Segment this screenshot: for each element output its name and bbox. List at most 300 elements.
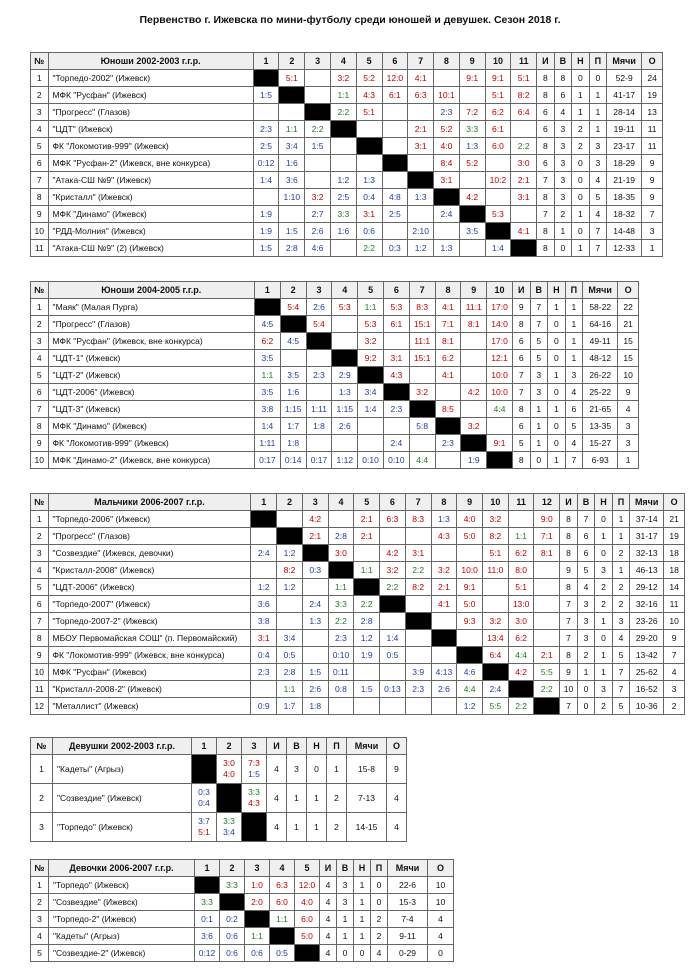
- column-header: Н: [548, 282, 566, 299]
- games-played: 8: [560, 528, 578, 545]
- match-score: 1:9: [253, 223, 279, 240]
- points: 18: [664, 562, 685, 579]
- match-score: 0:8: [328, 681, 354, 698]
- match-score: 3:1: [356, 206, 382, 223]
- points: 19: [664, 528, 685, 545]
- match-score: 3:4: [223, 827, 235, 837]
- match-score: 3:3: [328, 596, 354, 613]
- match-score: 2:3: [405, 681, 431, 698]
- match-score: 1:4: [380, 630, 406, 647]
- team-name: "ЦДТ" (Ижевск): [48, 121, 253, 138]
- wins: 3: [554, 155, 572, 172]
- row-number: 9: [31, 435, 49, 452]
- column-header: №: [31, 738, 53, 755]
- goals: 49-11: [583, 333, 618, 350]
- losses: 1: [612, 528, 630, 545]
- match-score: [306, 350, 332, 367]
- draws: 1: [572, 206, 590, 223]
- blocked-cell: [220, 894, 245, 911]
- match-score: [251, 528, 277, 545]
- match-score: [405, 698, 431, 715]
- goals: 31-17: [630, 528, 664, 545]
- losses: 5: [612, 647, 630, 664]
- blocked-cell: [485, 223, 511, 240]
- match-score: 2:8: [354, 613, 380, 630]
- match-score: 4:1: [435, 367, 461, 384]
- match-score: [358, 418, 384, 435]
- match-score: 3:0: [328, 545, 354, 562]
- blocked-cell: [356, 138, 382, 155]
- draws: 1: [354, 877, 371, 894]
- points: 4: [428, 928, 454, 945]
- games-played: 6: [537, 104, 555, 121]
- match-score: 4:4: [409, 452, 435, 469]
- row-number: 3: [31, 333, 49, 350]
- match-score: [382, 223, 408, 240]
- table-row: [31, 562, 685, 579]
- points: 18: [664, 545, 685, 562]
- column-header: 6: [382, 53, 408, 70]
- draws: 0: [572, 172, 590, 189]
- match-score: [382, 121, 408, 138]
- wins: 2: [577, 647, 595, 664]
- match-score: 1:4: [358, 401, 384, 418]
- match-score: 5:1: [511, 70, 537, 87]
- page-title: Первенство г. Ижевска по мини-футболу среди юношей и девушек. Сезон 2018 г.: [139, 14, 561, 26]
- match-score-pair: [192, 784, 217, 813]
- team-name: "Созвездие" (Ижевск, девочки): [48, 545, 251, 562]
- column-header: В: [530, 282, 548, 299]
- points: 1: [618, 452, 639, 469]
- games-played: 6: [537, 121, 555, 138]
- match-score: [405, 596, 431, 613]
- goals: 23-17: [607, 138, 642, 155]
- match-score: 12:0: [382, 70, 408, 87]
- match-score: 1:6: [279, 155, 305, 172]
- table-row: [31, 189, 663, 206]
- match-score: 0:6: [356, 223, 382, 240]
- draws: 0: [307, 755, 327, 784]
- games-played: 6: [512, 333, 530, 350]
- match-score: 3:2: [483, 613, 509, 630]
- column-header: 6: [380, 494, 406, 511]
- draws: 1: [307, 813, 327, 842]
- games-played: 9: [512, 299, 530, 316]
- row-number: 6: [31, 384, 49, 401]
- goals: 32-13: [630, 545, 664, 562]
- column-header: 3: [306, 282, 332, 299]
- match-score: 9:1: [485, 70, 511, 87]
- match-score: 1:4: [485, 240, 511, 257]
- match-score: 2:1: [302, 528, 328, 545]
- blocked-cell: [382, 155, 408, 172]
- column-header: 5: [358, 282, 384, 299]
- row-number: 2: [31, 87, 49, 104]
- match-score: [305, 172, 331, 189]
- match-score: 0:6: [245, 945, 270, 962]
- match-score: [534, 562, 560, 579]
- column-header: 11: [508, 494, 534, 511]
- group-title: Юноши 2004-2005 г.г.р.: [48, 282, 254, 299]
- match-score: [408, 155, 434, 172]
- match-score: 0:12: [195, 945, 220, 962]
- team-name: "ЦДТ-2" (Ижевск): [48, 367, 254, 384]
- match-score: 4:4: [508, 647, 534, 664]
- goals: 13-35: [583, 418, 618, 435]
- blocked-cell: [245, 911, 270, 928]
- blocked-cell: [434, 189, 460, 206]
- match-score: 5:3: [485, 206, 511, 223]
- table-row: [31, 223, 663, 240]
- match-score: [485, 189, 511, 206]
- column-header: П: [371, 860, 388, 877]
- match-score: 8:1: [534, 545, 560, 562]
- match-score: 1:0: [245, 877, 270, 894]
- row-number: 8: [31, 630, 49, 647]
- match-score: 2:2: [328, 613, 354, 630]
- match-score: 8:2: [277, 562, 303, 579]
- team-name: "Торпедо-2006" (Ижевск): [48, 511, 251, 528]
- points: 11: [664, 596, 685, 613]
- draws: 2: [595, 579, 613, 596]
- points: 2: [664, 698, 685, 715]
- match-score: 1:1: [277, 681, 303, 698]
- match-score: 1:6: [280, 384, 306, 401]
- match-score: 10:2: [485, 172, 511, 189]
- losses: 4: [589, 206, 607, 223]
- wins: 7: [577, 511, 595, 528]
- column-header: 3: [245, 860, 270, 877]
- match-score: [405, 528, 431, 545]
- match-score: 3:6: [195, 928, 220, 945]
- match-score: 2:6: [332, 418, 358, 435]
- match-score: [405, 647, 431, 664]
- games-played: 8: [537, 240, 555, 257]
- team-name: "Атака-СШ №9" (2) (Ижевск): [48, 240, 253, 257]
- match-score: 1:2: [408, 240, 434, 257]
- team-name: МФК "Русфан" (Ижевск, вне конкурса): [48, 333, 254, 350]
- wins: 1: [287, 813, 307, 842]
- team-name: "Кадеты" (Агрыз): [53, 755, 192, 784]
- match-score: 1:9: [253, 206, 279, 223]
- losses: 1: [565, 350, 583, 367]
- table-row: [31, 928, 454, 945]
- match-score: 2:4: [483, 681, 509, 698]
- games-played: 7: [560, 613, 578, 630]
- games-played: 5: [512, 435, 530, 452]
- match-score: 2:1: [511, 172, 537, 189]
- match-score: 3:5: [254, 384, 280, 401]
- column-header: 3: [302, 494, 328, 511]
- column-header: 2: [277, 494, 303, 511]
- column-header: 10: [485, 53, 511, 70]
- draws: 0: [548, 316, 566, 333]
- goals: 7-4: [388, 911, 428, 928]
- team-name: "Прогресс" (Глазов): [48, 316, 254, 333]
- match-score: [434, 70, 460, 87]
- match-score: 2:6: [302, 681, 328, 698]
- points: 10: [428, 877, 454, 894]
- match-score: [508, 511, 534, 528]
- table-row: [31, 367, 639, 384]
- team-name: "Маяк" (Малая Пурга): [48, 299, 254, 316]
- row-number: 7: [31, 613, 49, 630]
- match-score: 2:4: [251, 545, 277, 562]
- games-played: 7: [537, 206, 555, 223]
- table-row: [31, 138, 663, 155]
- match-score: 2:2: [534, 681, 560, 698]
- team-name: "Кристалл-2008-2" (Ижевск): [48, 681, 251, 698]
- match-score: [302, 630, 328, 647]
- match-score: [483, 596, 509, 613]
- match-score: 7:1: [435, 316, 461, 333]
- match-score: 1:2: [330, 172, 356, 189]
- match-score: 15:1: [409, 316, 435, 333]
- goals: 48-12: [583, 350, 618, 367]
- team-name: МФК "Динамо-2" (Ижевск, вне конкурса): [48, 452, 254, 469]
- team-name: "Металлист" (Ижевск): [48, 698, 251, 715]
- match-score: 3:4: [279, 138, 305, 155]
- row-number: 3: [31, 104, 49, 121]
- match-score: [330, 240, 356, 257]
- match-score: 1:1: [354, 562, 380, 579]
- table-row: [31, 894, 454, 911]
- goals: 18-35: [607, 189, 642, 206]
- standings-table-boys-2004-2005: [30, 281, 639, 469]
- points: 7: [664, 647, 685, 664]
- goals: 58-22: [583, 299, 618, 316]
- match-score: 3:5: [459, 223, 485, 240]
- losses: 0: [589, 70, 607, 87]
- match-score: 1:15: [332, 401, 358, 418]
- match-score: [305, 87, 331, 104]
- column-header: 1: [251, 494, 277, 511]
- draws: 1: [572, 104, 590, 121]
- team-name: "Торпедо-2007-2" (Ижевск): [48, 613, 251, 630]
- team-name: "Торпедо-2" (Ижевск): [49, 911, 195, 928]
- match-score: 3:9: [405, 664, 431, 681]
- games-played: 4: [320, 894, 337, 911]
- column-header: 1: [254, 282, 280, 299]
- match-score: 4:3: [431, 528, 457, 545]
- table-row: [31, 630, 685, 647]
- match-score: 6:1: [485, 121, 511, 138]
- match-score: [380, 664, 406, 681]
- column-header: №: [31, 494, 49, 511]
- losses: 3: [589, 138, 607, 155]
- match-score: [305, 70, 331, 87]
- match-score: [431, 613, 457, 630]
- match-score: 7:3: [248, 758, 260, 768]
- match-score: [328, 698, 354, 715]
- match-score: 2:5: [330, 189, 356, 206]
- match-score: 2:5: [253, 138, 279, 155]
- blocked-cell: [459, 206, 485, 223]
- column-header: 9: [461, 282, 487, 299]
- match-score: 0:5: [380, 647, 406, 664]
- team-name: "РДД-Молния" (Ижевск): [48, 223, 253, 240]
- match-score: [277, 596, 303, 613]
- match-score: 1:5: [279, 223, 305, 240]
- draws: 1: [572, 87, 590, 104]
- wins: 3: [554, 121, 572, 138]
- match-score: 2:2: [511, 138, 537, 155]
- games-played: 6: [512, 418, 530, 435]
- match-score: 5:0: [295, 928, 320, 945]
- match-score: 6:3: [270, 877, 295, 894]
- games-played: 8: [560, 511, 578, 528]
- draws: 0: [548, 384, 566, 401]
- blocked-cell: [251, 511, 277, 528]
- blocked-cell: [435, 418, 461, 435]
- losses: 7: [612, 664, 630, 681]
- match-score: 1:4: [254, 418, 280, 435]
- losses: 1: [327, 755, 347, 784]
- table-row: [31, 435, 639, 452]
- row-number: 1: [31, 877, 49, 894]
- match-score: [459, 172, 485, 189]
- match-score: 13:0: [508, 596, 534, 613]
- table-row: [31, 240, 663, 257]
- match-score: 11:1: [409, 333, 435, 350]
- match-score: [434, 223, 460, 240]
- match-score: [534, 613, 560, 630]
- match-score: 3:3: [330, 206, 356, 223]
- match-score: 15:1: [409, 350, 435, 367]
- match-score: [277, 613, 303, 630]
- team-name: "Торпедо" (Ижевск): [53, 813, 192, 842]
- goals: 29-12: [630, 579, 664, 596]
- losses: 1: [612, 562, 630, 579]
- draws: 1: [595, 613, 613, 630]
- match-score: 3:3: [223, 816, 235, 826]
- wins: 7: [530, 316, 548, 333]
- match-score: [330, 155, 356, 172]
- table-row: [31, 333, 639, 350]
- match-score: 6:4: [483, 647, 509, 664]
- match-score: 5:2: [459, 155, 485, 172]
- match-score: 1:3: [431, 511, 457, 528]
- match-score: 9:1: [457, 579, 483, 596]
- match-score: [380, 528, 406, 545]
- wins: 5: [530, 350, 548, 367]
- match-score: [459, 87, 485, 104]
- column-header: 7: [409, 282, 435, 299]
- wins: 3: [287, 755, 307, 784]
- games-played: 8: [537, 223, 555, 240]
- match-score: [408, 104, 434, 121]
- team-name: "Созвездие" (Ижевск): [49, 894, 195, 911]
- row-number: 9: [31, 206, 49, 223]
- row-number: 1: [31, 70, 49, 87]
- team-name: "Атака-СШ №9" (Ижевск): [48, 172, 253, 189]
- blocked-cell: [332, 350, 358, 367]
- blocked-cell: [487, 452, 513, 469]
- match-score: 0:10: [358, 452, 384, 469]
- goals: 28-14: [607, 104, 642, 121]
- match-score: 9:3: [457, 613, 483, 630]
- match-score: 9:1: [459, 70, 485, 87]
- column-header: Н: [572, 53, 590, 70]
- losses: 2: [371, 911, 388, 928]
- wins: 1: [287, 784, 307, 813]
- wins: 5: [530, 333, 548, 350]
- column-header: И: [267, 738, 287, 755]
- match-score: [354, 698, 380, 715]
- match-score: [354, 664, 380, 681]
- match-score: 3:2: [380, 562, 406, 579]
- blocked-cell: [358, 367, 384, 384]
- match-score: 1:7: [280, 418, 306, 435]
- match-score: 3:4: [277, 630, 303, 647]
- column-header: И: [537, 53, 555, 70]
- column-header: №: [31, 53, 49, 70]
- wins: 0: [530, 452, 548, 469]
- table-row: [31, 418, 639, 435]
- match-score: 4:1: [431, 596, 457, 613]
- losses: 2: [327, 784, 347, 813]
- points: 9: [642, 189, 663, 206]
- match-score: 2:1: [534, 647, 560, 664]
- blocked-cell: [306, 333, 332, 350]
- games-played: 8: [537, 70, 555, 87]
- losses: 4: [371, 945, 388, 962]
- match-score: 2:2: [354, 596, 380, 613]
- goals: 52-9: [607, 70, 642, 87]
- table-row: [31, 70, 663, 87]
- match-score: 3:1: [511, 189, 537, 206]
- losses: 2: [371, 928, 388, 945]
- match-score: 2:6: [306, 299, 332, 316]
- points: 0: [428, 945, 454, 962]
- match-score: 3:6: [279, 172, 305, 189]
- match-score: 2:1: [354, 511, 380, 528]
- team-name: "Кристалл" (Ижевск): [48, 189, 253, 206]
- match-score: [354, 545, 380, 562]
- games-played: 9: [560, 562, 578, 579]
- goals: 22-6: [388, 877, 428, 894]
- match-score: 0:17: [306, 452, 332, 469]
- column-header: 3: [305, 53, 331, 70]
- points: 4: [387, 784, 407, 813]
- table-row: [31, 877, 454, 894]
- match-score: 3:2: [305, 189, 331, 206]
- match-score: [251, 681, 277, 698]
- match-score: [277, 511, 303, 528]
- match-score: 1:1: [279, 121, 305, 138]
- goals: 6-93: [583, 452, 618, 469]
- row-number: 2: [31, 528, 49, 545]
- match-score: 1:11: [306, 401, 332, 418]
- draws: 3: [595, 681, 613, 698]
- match-score: 4:2: [508, 664, 534, 681]
- points: 4: [387, 813, 407, 842]
- match-score: 3:0: [511, 155, 537, 172]
- table-row: [31, 155, 663, 172]
- match-score: 1:2: [251, 579, 277, 596]
- wins: 3: [554, 189, 572, 206]
- goals: 29-20: [630, 630, 664, 647]
- blocked-cell: [408, 172, 434, 189]
- column-header: В: [287, 738, 307, 755]
- match-score: 1:15: [280, 401, 306, 418]
- blocked-cell: [354, 579, 380, 596]
- match-score: 5:4: [306, 316, 332, 333]
- losses: 1: [589, 87, 607, 104]
- match-score: 4:6: [457, 664, 483, 681]
- goals: 21-19: [607, 172, 642, 189]
- draws: 1: [354, 928, 371, 945]
